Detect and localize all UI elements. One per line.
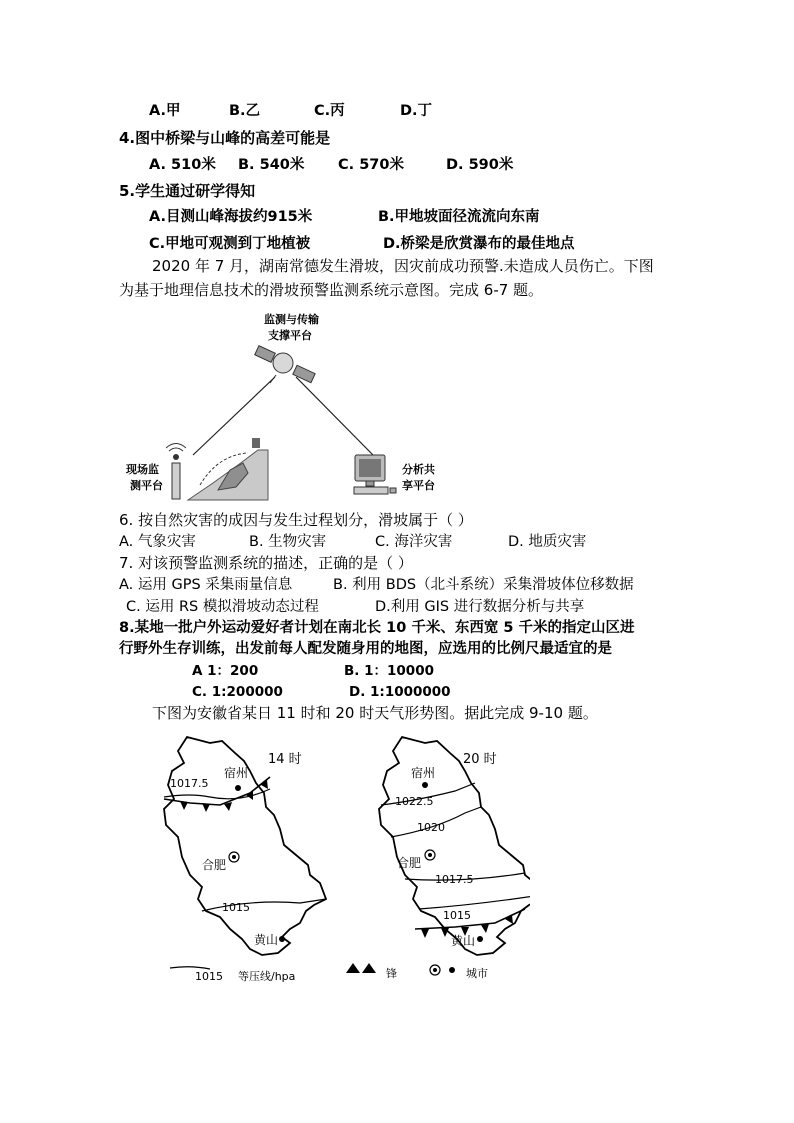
q8-option-b: B. 1：10000 xyxy=(344,663,434,679)
map2-isobar-1022-5-label: 1022.5 xyxy=(395,795,434,808)
q4-option-a: A. 510米 xyxy=(149,157,216,173)
q5-option-d: D.桥梁是欣赏瀑布的最佳地点 xyxy=(383,236,575,252)
satellite-icon xyxy=(255,346,315,383)
label-analysis-platform-2: 享平台 xyxy=(402,479,435,492)
legend-city-label: 城市 xyxy=(466,967,488,980)
label-monitoring-platform-1: 监测与传输 xyxy=(264,313,319,326)
link-to-field xyxy=(193,377,275,455)
map1-suzhou-dot xyxy=(235,785,241,791)
landslide-monitoring-diagram xyxy=(118,305,458,505)
map2-isobar-1020-label: 1020 xyxy=(417,821,445,834)
landslide-slope-icon xyxy=(188,438,268,500)
q5-stem: 5.学生通过研学得知 xyxy=(119,182,256,200)
q7-option-d: D.利用 GIS 进行数据分析与共享 xyxy=(375,599,585,615)
q8-stem-line-2: 行野外生存训练，出发前每人配发随身用的地图，应选用的比例尺最适宜的是 xyxy=(119,641,612,657)
label-monitoring-platform-2: 支撑平台 xyxy=(268,329,312,342)
map2-suzhou-dot xyxy=(422,782,428,788)
q7-option-c: C. 运用 RS 模拟滑坡动态过程 xyxy=(126,599,319,615)
weather-map-20h xyxy=(379,737,530,955)
map1-huangshan-dot xyxy=(279,936,285,942)
q7-option-b: B. 利用 BDS（北斗系统）采集滑坡体位移数据 xyxy=(333,577,634,593)
q3-option-d: D.丁 xyxy=(400,103,433,119)
q8-stem-line-1: 8.某地一批户外运动爱好者计划在南北长 10 千米、东西宽 5 千米的指定山区进 xyxy=(119,620,635,636)
q8-option-c: C. 1:200000 xyxy=(192,684,283,700)
map2-city-hefei: 合肥 xyxy=(397,856,422,870)
map-legend xyxy=(170,963,488,983)
legend-front-label: 锋 xyxy=(386,967,397,980)
city-dot-icon xyxy=(449,967,455,973)
q3-option-c: C.丙 xyxy=(314,103,345,119)
q4-option-d: D. 590米 xyxy=(446,157,514,173)
label-field-platform-2: 测平台 xyxy=(130,479,163,492)
label-field-platform-1: 现场监 xyxy=(126,463,159,476)
map1-city-huangshan: 黄山 xyxy=(254,933,279,947)
q7-option-a: A. 运用 GPS 采集雨量信息 xyxy=(119,577,293,593)
sensor-tower-icon xyxy=(166,444,186,500)
q5-option-a: A.目测山峰海拔约915米 xyxy=(149,209,313,225)
map2-isobar-1015-label: 1015 xyxy=(443,909,471,922)
q3-option-b: B.乙 xyxy=(229,103,261,119)
map1-time: 14 时 xyxy=(268,752,302,767)
q7-stem: 7. 对该预警监测系统的描述，正确的是（ ） xyxy=(119,554,413,572)
legend-isobar-value: 1015 xyxy=(195,970,223,983)
q4-option-c: C. 570米 xyxy=(338,157,404,173)
label-analysis-platform-1: 分析共 xyxy=(402,463,435,476)
map2-city-huangshan: 黄山 xyxy=(451,934,476,948)
q5-option-c: C.甲地可观测到丁地植被 xyxy=(149,236,311,252)
legend-isobar-label: 等压线/hpa xyxy=(238,970,296,983)
map1-isobar-1015-label: 1015 xyxy=(222,901,250,914)
map2-time: 20 时 xyxy=(463,752,497,767)
anhui-weather-maps xyxy=(150,733,530,988)
map2-isobar-1017-5-label: 1017.5 xyxy=(435,873,474,886)
q6-option-a: A. 气象灾害 xyxy=(119,534,196,550)
intro-9-10: 下图为安徽省某日 11 时和 20 时天气形势图。据此完成 9-10 题。 xyxy=(152,704,598,722)
q6-option-d: D. 地质灾害 xyxy=(508,534,587,550)
intro-6-7-line-1: 2020 年 7 月，湖南常德发生滑坡，因灾前成功预警.未造成人员伤亡。下图 xyxy=(152,257,654,275)
map2-city-suzhou: 宿州 xyxy=(411,766,436,780)
map2-huangshan-dot xyxy=(477,936,483,942)
q5-option-b: B.甲地坡面径流流向东南 xyxy=(378,209,540,225)
weather-map-11h xyxy=(164,737,326,955)
map1-isobar-1017-5-label: 1017.5 xyxy=(170,777,209,790)
q3-option-a: A.甲 xyxy=(149,103,181,119)
q8-option-a: A 1：200 xyxy=(192,663,259,679)
q8-option-d: D. 1:1000000 xyxy=(349,684,451,700)
map1-city-suzhou: 宿州 xyxy=(224,766,249,780)
q6-option-b: B. 生物灾害 xyxy=(249,534,327,550)
link-to-analysis xyxy=(296,377,373,455)
q6-stem: 6. 按自然灾害的成因与发生过程划分，滑坡属于（ ） xyxy=(119,511,473,529)
q4-stem: 4.图中桥梁与山峰的高差可能是 xyxy=(119,129,331,147)
q4-option-b: B. 540米 xyxy=(238,157,305,173)
front-symbol-icon xyxy=(346,963,360,973)
q6-option-c: C. 海洋灾害 xyxy=(375,534,453,550)
map1-city-hefei: 合肥 xyxy=(202,858,227,872)
intro-6-7-line-2: 为基于地理信息技术的滑坡预警监测系统示意图。完成 6-7 题。 xyxy=(119,281,544,299)
computer-icon xyxy=(354,455,396,494)
